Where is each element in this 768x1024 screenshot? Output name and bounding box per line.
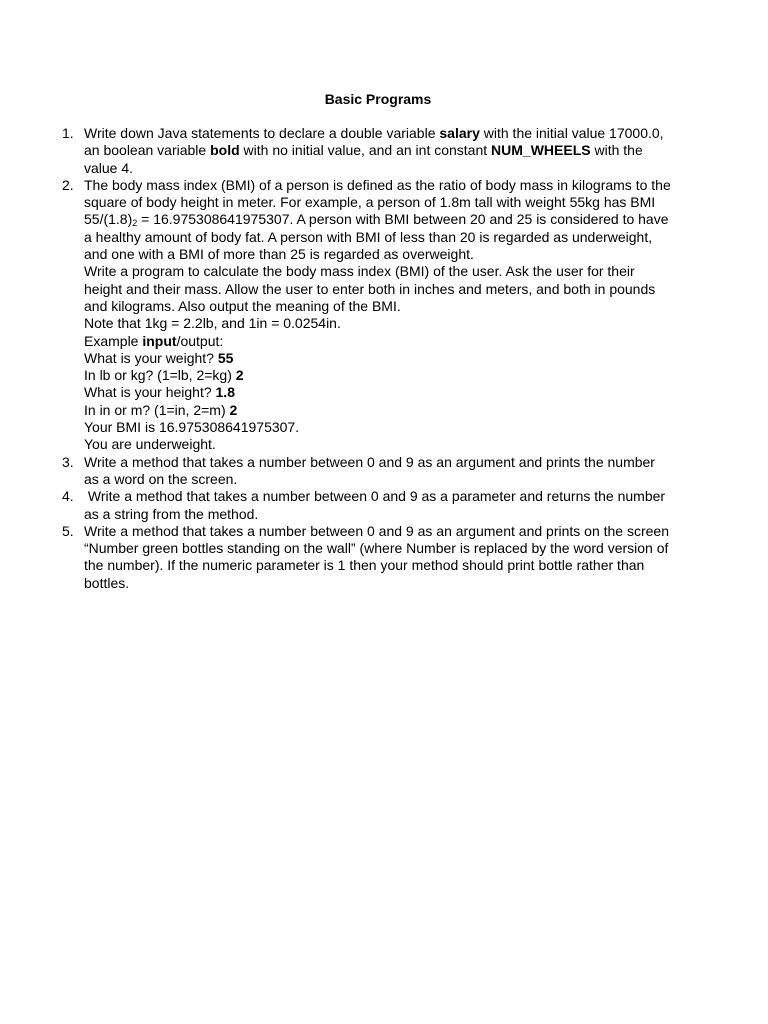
user-input: 55 <box>217 349 234 366</box>
problem-number: 2. <box>62 176 74 193</box>
example-line: In in or m? (1=in, 2=m) 2 <box>84 401 238 418</box>
example-line: In lb or kg? (1=lb, 2=kg) 2 <box>84 367 244 384</box>
example-heading: Example input/output: <box>84 332 224 349</box>
example-line: You are underweight. <box>84 436 216 453</box>
text-line: “Number green bottles standing on the wall” (where Number is replaced by the word version of <box>84 540 669 557</box>
text-line: and one with a BMI of more than 25 is regarded as overweight. <box>84 246 474 263</box>
problem-2 <box>56 177 722 454</box>
text-line: The body mass index (BMI) of a person is defined as the ratio of body mass in kilograms to the <box>84 176 671 193</box>
text-line: $55/(1.8)_2 = 16.975308641975307$. A person with BMI between 20 and 25 is considered to have <box>84 211 669 229</box>
text-line: as a string from the method. <box>84 505 259 522</box>
problem-1 <box>56 125 722 177</box>
problem-5 <box>56 523 722 592</box>
text-line: an boolean variable bold with no initial value, and an int constant NUM_WHEELS with the <box>84 142 643 159</box>
text-line: Write a method that takes a number between 0 and 9 as a parameter and returns the number <box>84 488 666 505</box>
problem-4 <box>56 488 722 523</box>
subscript: 2 <box>132 218 138 229</box>
text-line: square of body height in meter. For example, a person of 1.8m tall with weight 55kg has BMI <box>84 194 656 211</box>
text-line: and kilograms. Also output the meaning of the BMI. <box>84 297 401 314</box>
text-line: Write down Java statements to declare a double variable salary with the initial value 17000.0, <box>84 125 664 141</box>
problem-number: 1. <box>62 125 74 141</box>
user-input: 2 <box>235 367 244 384</box>
problem-list <box>56 125 722 592</box>
text-line: Write a method that takes a number between 0 and 9 as an argument and prints the number <box>84 453 655 470</box>
example-line: Your BMI is 16.975308641975307. <box>84 419 300 436</box>
code-term: salary <box>439 125 480 141</box>
text-line: as a word on the screen. <box>84 470 238 487</box>
text-line: height and their mass. Allow the user to enter both in inches and meters, and both in pounds <box>84 280 656 297</box>
text-line: Write a program to calculate the body mass index (BMI) of the user. Ask the user for their <box>84 263 635 280</box>
text-line: Write a method that takes a number between 0 and 9 as an argument and prints on the screen <box>84 522 669 539</box>
problem-number: 3. <box>62 453 74 470</box>
user-input: 2 <box>229 401 238 418</box>
text-line: Note that 1kg = 2.2lb, and 1in = 0.0254in. <box>84 315 341 332</box>
text-line: a healthy amount of body fat. A person with BMI of less than 20 is regarded as underweight, <box>84 228 653 245</box>
text-line: bottles. <box>84 574 130 591</box>
problem-number: 4. <box>62 488 74 505</box>
text-line: the number). If the numeric parameter is 1 then your method should print bottle rather than <box>84 557 645 574</box>
example-line: What is your height? 1.8 <box>84 384 235 401</box>
example-line: What is your weight? 55 <box>84 349 234 366</box>
page-title: Basic Programs <box>324 91 432 107</box>
code-term: bold <box>210 142 240 159</box>
user-input: 1.8 <box>215 384 235 401</box>
text-line: value 4. <box>84 159 134 176</box>
problem-number: 5. <box>62 522 74 539</box>
problem-3 <box>56 454 722 489</box>
code-term: NUM_WHEELS <box>491 142 591 159</box>
